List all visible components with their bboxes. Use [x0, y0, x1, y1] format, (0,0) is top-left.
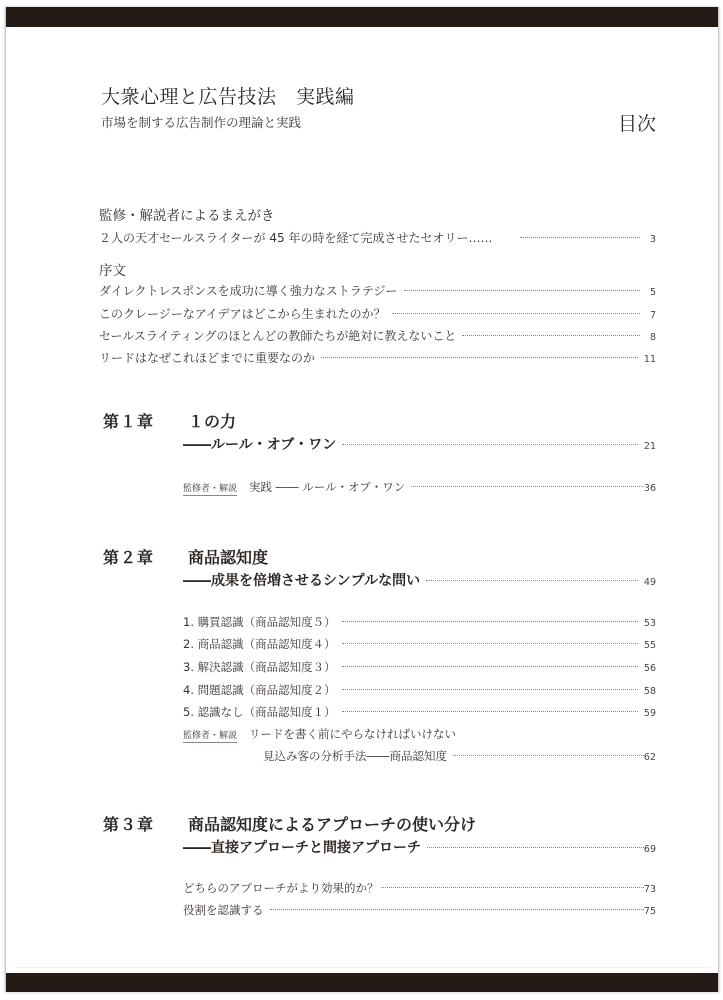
chapter-2-title: 商品認知度 [188, 548, 269, 567]
page-number: 56 [643, 663, 656, 674]
leader-dots [392, 313, 640, 314]
page-number: 3 [649, 234, 656, 245]
chapter-2-entry[interactable] [183, 570, 656, 590]
chapter-1-number: 第１章 [103, 412, 155, 431]
entry-text: 1. 購買認識（商品認知度５） [183, 615, 336, 629]
chapter-1-entry[interactable] [183, 434, 656, 454]
entry-text: ２人の天才セールスライターが 45 年の時を経て完成させたセオリー…… [99, 231, 493, 245]
entry-text: リードはなぜこれほどまでに重要なのか [99, 351, 316, 365]
toc-entry[interactable] [99, 305, 656, 322]
toc-entry[interactable] [183, 682, 656, 698]
chapter-3-number: 第３章 [103, 815, 155, 834]
page-number: 58 [643, 686, 656, 697]
leader-dots [426, 580, 638, 581]
foreword-heading: 監修・解説者によるまえがき [99, 208, 275, 224]
page-number: 21 [643, 441, 656, 452]
page-number: 75 [643, 906, 656, 917]
leader-dots [520, 237, 640, 238]
entry-text: リードを書く前にやらなければいけない [249, 727, 457, 741]
toc-entry[interactable] [183, 614, 656, 630]
toc-entry[interactable] [99, 282, 656, 299]
leader-dots [342, 621, 638, 622]
book-subtitle: 市場を制する広告制作の理論と実践 [101, 115, 302, 130]
page-number: 11 [643, 354, 656, 365]
toc-entry[interactable] [183, 880, 656, 896]
page-number: 53 [643, 618, 656, 629]
toc-entry[interactable] [183, 659, 656, 675]
leader-dots [404, 290, 640, 291]
toc-entry[interactable] [183, 902, 656, 918]
page-number: 5 [649, 287, 656, 298]
entry-text: 3. 解決認識（商品認知度３） [183, 660, 336, 674]
leader-dots [342, 444, 638, 445]
entry-text: 役割を認識する [183, 903, 264, 917]
chapter-2-subtitle: ――成果を倍増させるシンプルな問い [183, 573, 421, 589]
entry-text: どちらのアプローチがより効果的か？ [183, 881, 379, 895]
chapter-3-subtitle: ――直接アプローチと間接アプローチ [183, 840, 421, 856]
entry-text: 実践 ―― ルール・オブ・ワン [249, 480, 406, 494]
leader-dots [321, 357, 638, 358]
entry-text: ダイレクトレスポンスを成功に導く強力なストラテジー [99, 284, 398, 298]
page-number: 69 [643, 844, 656, 855]
leader-dots [411, 486, 644, 487]
toc-entry[interactable] [99, 349, 656, 366]
page-number: 55 [643, 640, 656, 651]
commentary-badge: 監修者・解説 [183, 481, 237, 496]
page-number: 73 [643, 884, 656, 895]
leader-dots [342, 711, 638, 712]
toc-entry[interactable] [183, 636, 656, 652]
leader-dots [342, 689, 638, 690]
page-number: 49 [643, 577, 656, 588]
toc-entry[interactable] [99, 229, 656, 246]
chapter-1-subtitle: ――ルール・オブ・ワン [183, 437, 337, 453]
page-number: 7 [649, 310, 656, 321]
page-number: 8 [649, 332, 656, 343]
entry-text: このクレージーなアイデアはどこから生まれたのか？ [99, 307, 386, 321]
toc-heading: 目次 [618, 113, 657, 135]
toc-page [5, 7, 719, 992]
toc-entry[interactable] [99, 327, 656, 344]
commentary-entry[interactable] [183, 479, 656, 496]
entry-text: 4. 問題認識（商品認知度２） [183, 683, 336, 697]
entry-text: 5. 認識なし（商品認知度１） [183, 705, 336, 719]
preface-heading: 序文 [99, 263, 126, 279]
leader-dots [462, 335, 640, 336]
chapter-1-title: １の力 [188, 412, 237, 431]
page-number: 62 [643, 752, 656, 763]
page-number: 59 [643, 708, 656, 719]
leader-dots [270, 909, 644, 910]
leader-dots [453, 755, 644, 756]
page-number: 36 [643, 483, 656, 494]
entry-text: セールスライティングのほとんどの教師たちが絶対に教えないこと [99, 329, 457, 343]
commentary-entry-line-1[interactable] [183, 726, 656, 743]
leader-dots [342, 643, 638, 644]
chapter-2-number: 第２章 [103, 548, 155, 567]
leader-dots [381, 887, 644, 888]
top-band [6, 7, 718, 27]
leader-dots [342, 666, 638, 667]
commentary-entry-line-2[interactable] [263, 748, 656, 764]
bottom-band [6, 973, 718, 992]
commentary-badge: 監修者・解説 [183, 728, 237, 743]
entry-text: 見込み客の分析手法――商品認知度 [263, 749, 447, 763]
toc-entry[interactable] [183, 704, 656, 720]
entry-text: 2. 商品認識（商品認知度４） [183, 637, 336, 651]
book-title: 大衆心理と広告技法 実践編 [101, 86, 355, 108]
chapter-3-entry[interactable] [183, 837, 656, 857]
chapter-3-title: 商品認知度によるアプローチの使い分け [188, 815, 477, 834]
bottom-rule [14, 967, 710, 968]
leader-dots [427, 847, 644, 848]
